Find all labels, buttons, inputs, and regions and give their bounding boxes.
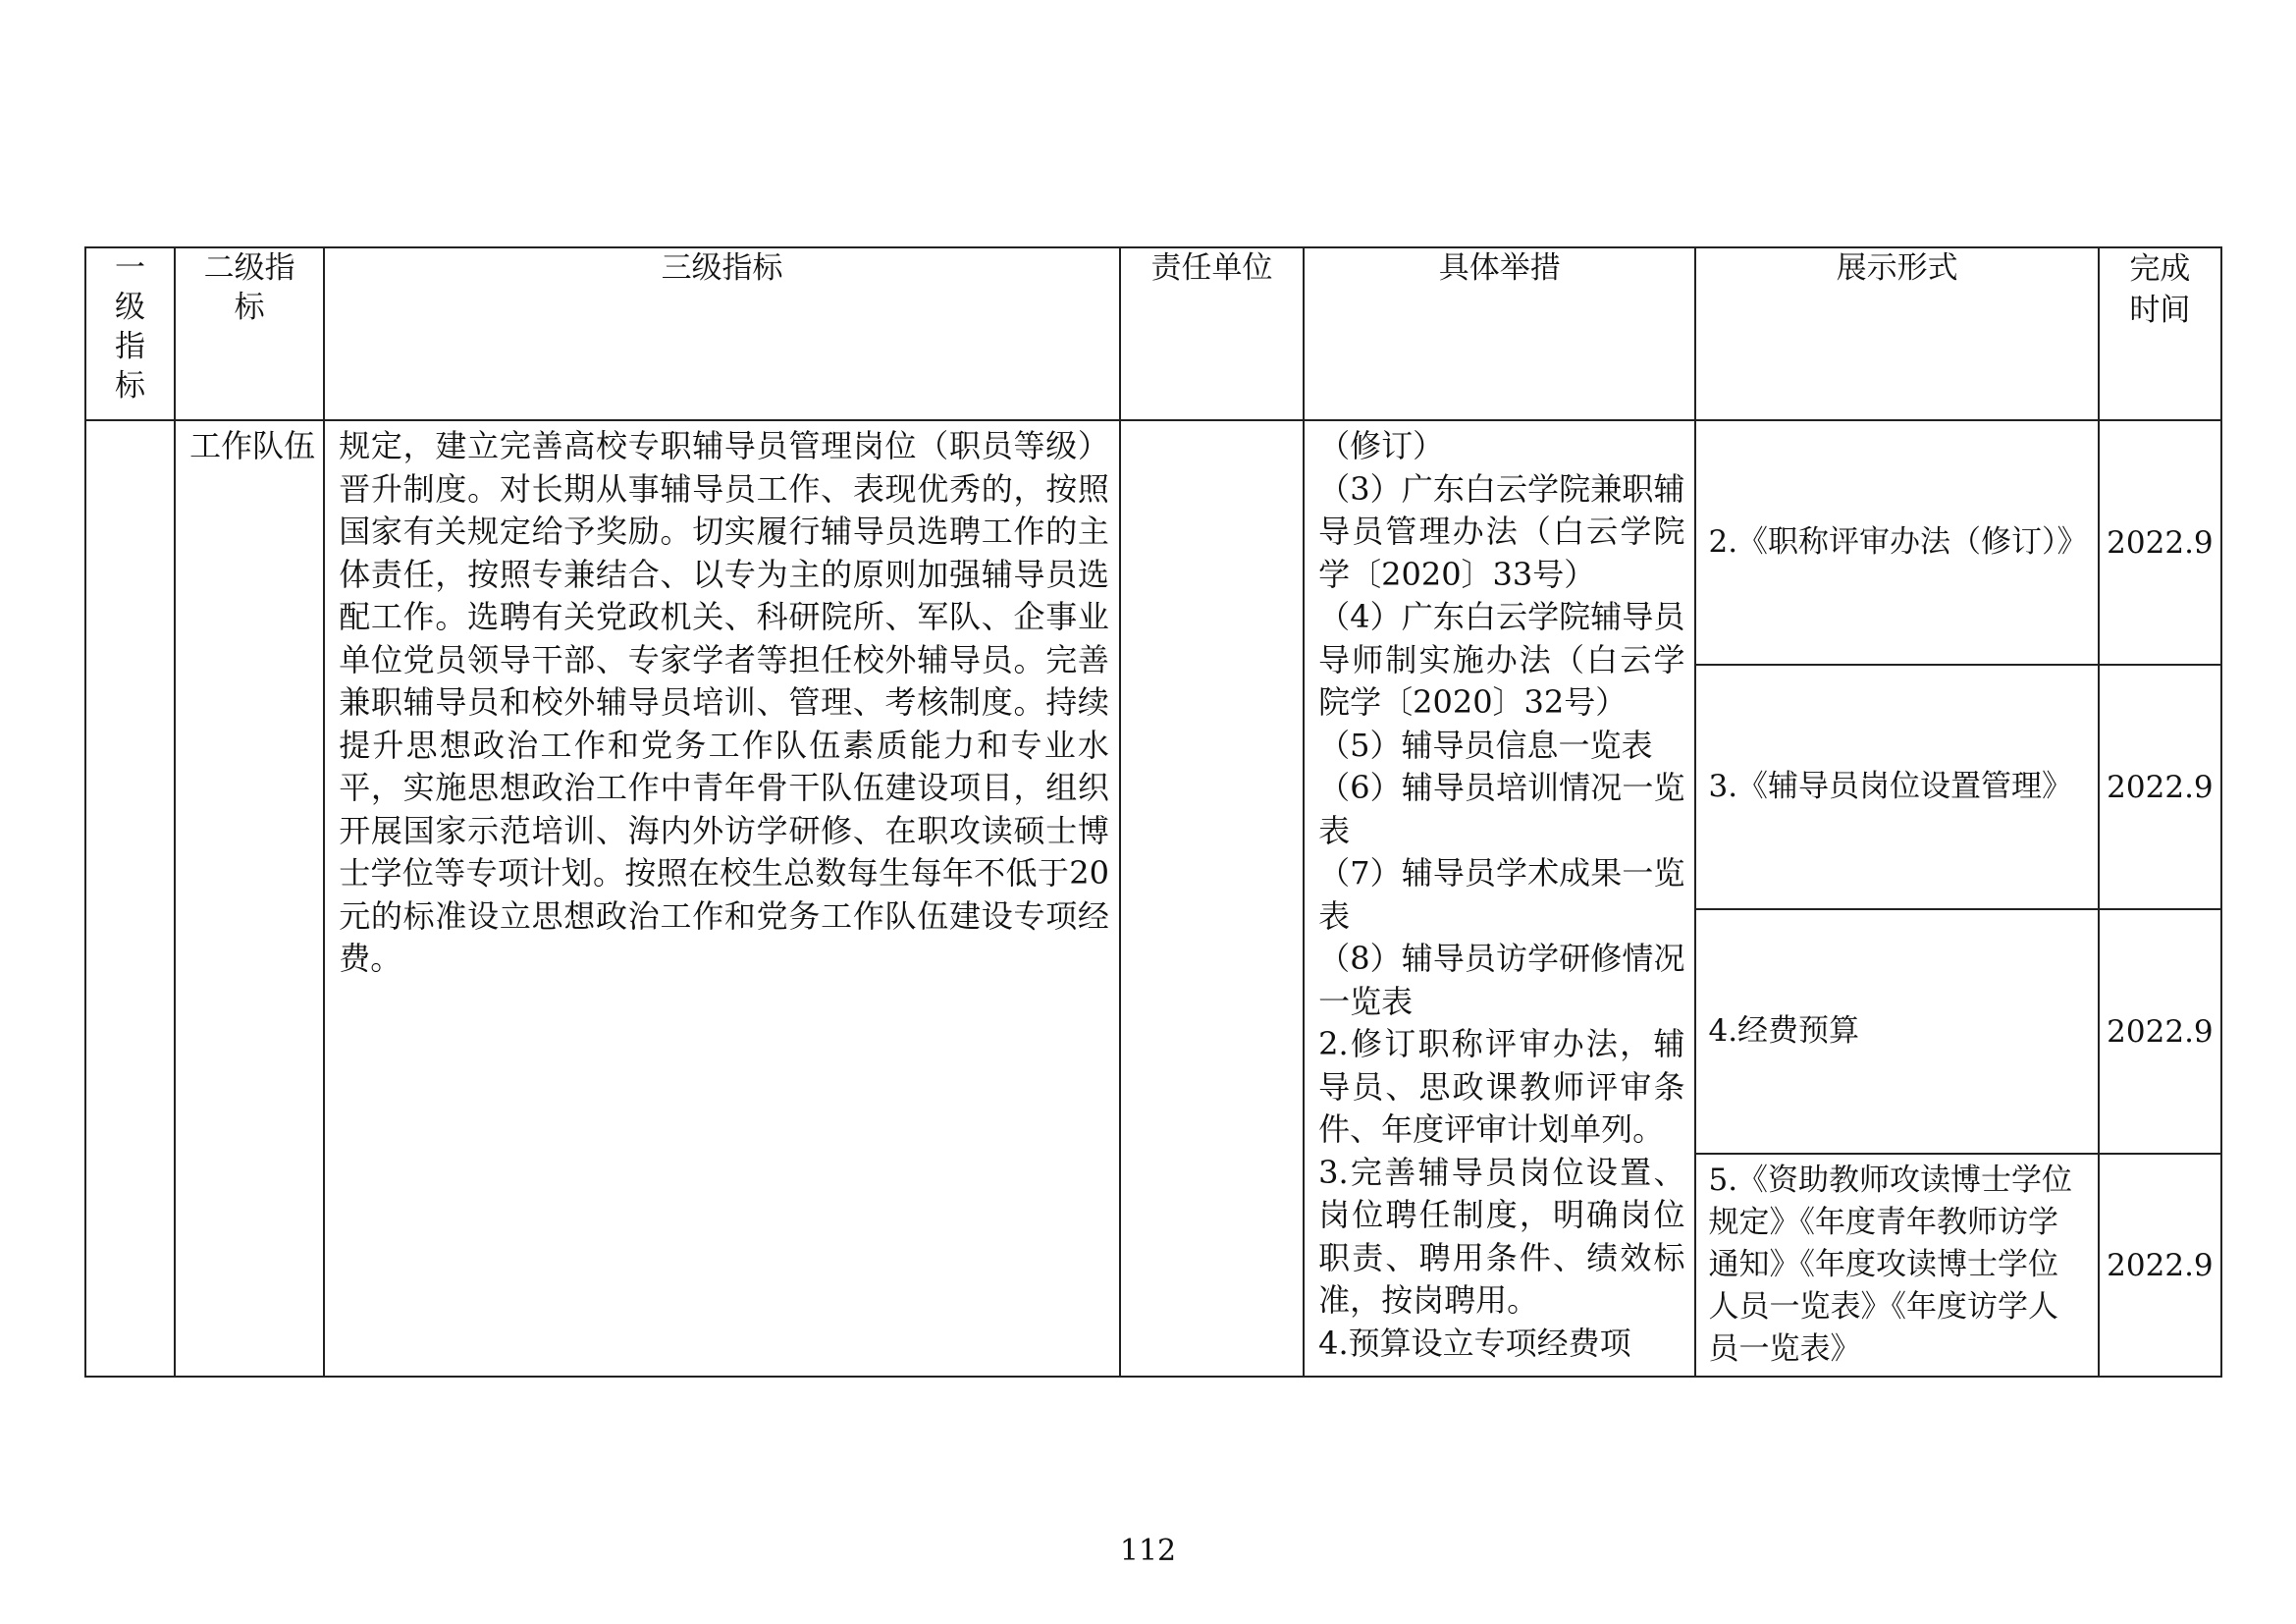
measures-cell [1304, 420, 1695, 1377]
measure-item: （8）辅导员访学研修情况一览表 [1318, 940, 1685, 1020]
level1-cell [85, 420, 175, 1377]
time-cell: 2022.9 [2099, 420, 2221, 665]
measure-item: （5）辅导员信息一览表 [1318, 726, 1653, 764]
unit-cell [1120, 420, 1304, 1377]
time-cell: 2022.9 [2099, 909, 2221, 1154]
level3-text: 规定，建立完善高校专职辅导员管理岗位（职员等级）晋升制度。对长期从事辅导员工作、表现优秀的，按照国家有关规定给予奖励。切实履行辅导员选聘工作的主体责任，按照专兼结合、以专为主的原则加强辅导员选配工作。选聘有关党政机关、科研院所、军队、企事业单位党员领导干部、专家学者等担任校外辅导员。完善兼职辅导员和校外辅导员培训、管理、考核制度。持续提升思想政治工作和党务工作队伍素质能力和专业水平，实施思想政治工作中青年骨干队伍建设项目，组织开展国家示范培训、海内外访学研修、在职攻读硕士博士学位等专项计划。按照在校生总数每生每年不低于20元的标准设立思想政治工作和党务工作队伍建设专项经费。 [339, 427, 1109, 977]
header-level2: 二级指标 [175, 247, 324, 420]
measure-item: 2.修订职称评审办法，辅导员、思政课教师评审条件、年度评审计划单列。 [1318, 1025, 1685, 1148]
measure-item: （4）广东白云学院辅导员导师制实施办法（白云学院学〔2020〕32号） [1318, 598, 1685, 721]
level2-text: 工作队伍 [189, 427, 316, 464]
display-cell: 3.《辅导员岗位设置管理》 [1695, 665, 2098, 909]
indicator-table [84, 246, 2222, 1378]
header-display: 展示形式 [1695, 247, 2098, 420]
level2-cell [175, 420, 324, 1377]
header-measures: 具体举措 [1304, 247, 1695, 420]
display-cell: 4.经费预算 [1695, 909, 2098, 1154]
header-unit: 责任单位 [1120, 247, 1304, 420]
display-cell: 2.《职称评审办法（修订）》 [1695, 420, 2098, 665]
measures-list [1305, 421, 1694, 1365]
header-level1: 一级指标 [85, 247, 175, 420]
measure-item: 4.预算设立专项经费项 [1318, 1324, 1631, 1362]
header-time: 完成时间 [2099, 247, 2221, 420]
measure-item: （3）广东白云学院兼职辅导员管理办法（白云学院学〔2020〕33号） [1318, 469, 1685, 593]
page-number: 112 [1119, 1534, 1177, 1568]
measure-item: （6）辅导员培训情况一览表 [1318, 769, 1685, 849]
measure-item: （7）辅导员学术成果一览表 [1318, 854, 1685, 935]
display-cell: 5.《资助教师攻读博士学位规定》《年度青年教师访学通知》《年度攻读博士学位人员一览表》《年度访学人员一览表》 [1695, 1154, 2098, 1377]
level3-cell [324, 420, 1120, 1377]
time-cell: 2022.9 [2099, 665, 2221, 909]
table-row [85, 420, 2221, 665]
measure-item: （修订） [1318, 427, 1445, 464]
header-row [85, 247, 2221, 420]
time-cell: 2022.9 [2099, 1154, 2221, 1377]
header-level3: 三级指标 [324, 247, 1120, 420]
measure-item: 3.完善辅导员岗位设置、岗位聘任制度，明确岗位职责、聘用条件、绩效标准，按岗聘用。 [1318, 1153, 1685, 1319]
